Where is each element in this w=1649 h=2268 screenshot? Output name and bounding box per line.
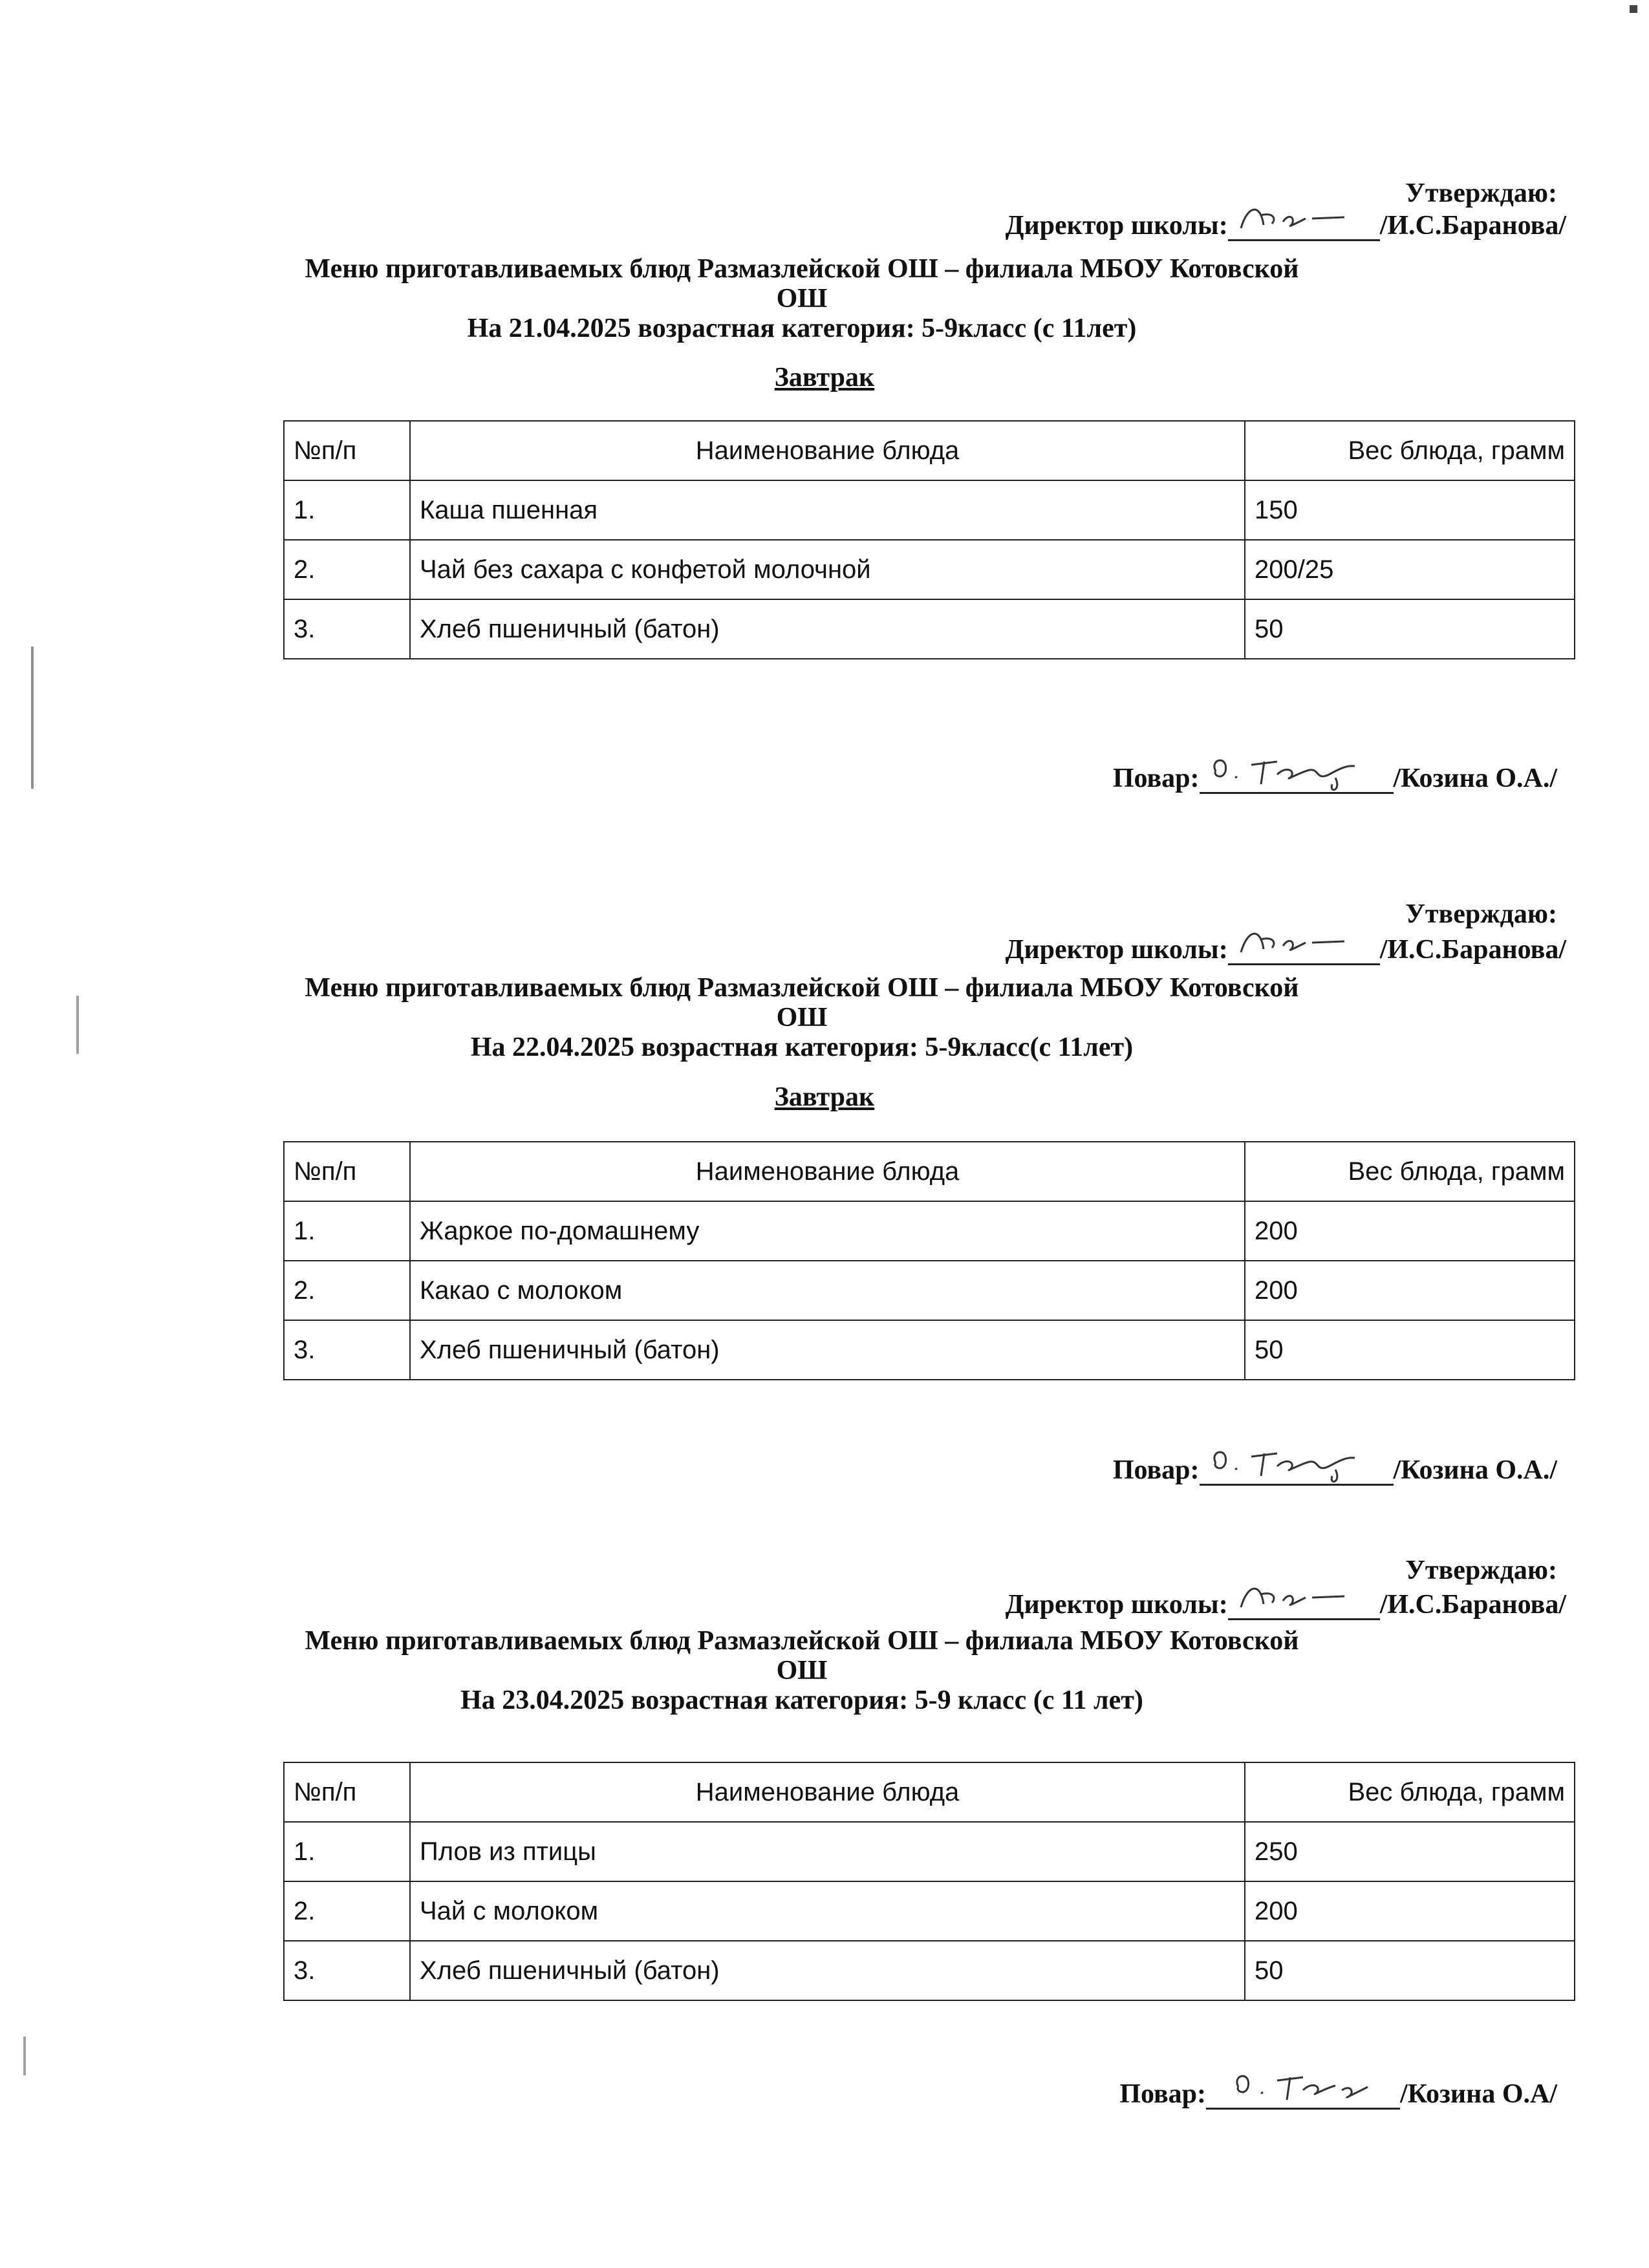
row-number: 2. <box>284 1261 410 1320</box>
menu-date-line: На 23.04.2025 возрастная категория: 5-9 класс (с 11 лет) <box>460 1685 1143 1715</box>
table-header-row <box>284 421 1575 480</box>
cook-line <box>1119 2079 1557 2110</box>
table-row <box>284 540 1575 599</box>
dish-weight: 250 <box>1245 1822 1575 1881</box>
column-header-dish: Наименование блюда <box>410 1142 1245 1201</box>
column-header-dish: Наименование блюда <box>410 1762 1245 1822</box>
table-header-row <box>284 1142 1575 1201</box>
column-header-dish: Наименование блюда <box>410 421 1245 480</box>
dish-weight: 150 <box>1245 480 1575 540</box>
cook-label: Повар: <box>1119 2079 1207 2109</box>
table-header-row <box>284 1762 1575 1822</box>
row-number: 3. <box>284 1941 410 2000</box>
dish-name: Каша пшенная <box>410 480 1245 540</box>
cook-label: Повар: <box>1112 1455 1200 1485</box>
scan-mark <box>31 647 34 789</box>
cook-line <box>1113 1455 1557 1486</box>
column-header-weight: Вес блюда, грамм <box>1245 421 1575 480</box>
row-number: 1. <box>284 1201 410 1261</box>
table-row <box>284 1941 1575 2000</box>
table-row <box>284 599 1575 659</box>
dish-name: Какао с молоком <box>410 1261 1245 1320</box>
dish-weight: 200 <box>1245 1261 1575 1320</box>
director-line <box>1006 934 1566 965</box>
menu-table <box>283 420 1575 659</box>
menu-title <box>285 973 1319 1062</box>
table-row <box>284 1261 1575 1320</box>
menu-title <box>285 254 1319 343</box>
table-row <box>284 1320 1575 1380</box>
dish-weight: 200 <box>1245 1881 1575 1941</box>
menu-table <box>283 1762 1575 2001</box>
row-number: 3. <box>284 599 410 659</box>
row-number: 1. <box>284 480 410 540</box>
approve-label: Утверждаю: <box>1405 899 1557 929</box>
menu-title-line-1: Меню приготавливаемых блюд Размазлейской ОШ – филиала МБОУ Котовской <box>305 1626 1299 1656</box>
director-line <box>1006 1589 1566 1620</box>
menu-title-line-1: Меню приготавливаемых блюд Размазлейской ОШ – филиала МБОУ Котовской <box>305 254 1299 284</box>
scan-mark <box>23 2037 26 2075</box>
menu-title-line-2: ОШ <box>776 284 828 314</box>
column-header-number: №п/п <box>284 1142 410 1201</box>
menu-table <box>283 1141 1575 1380</box>
meal-title: Завтрак <box>774 1082 875 1112</box>
row-number: 2. <box>284 540 410 599</box>
dish-name: Чай без сахара с конфетой молочной <box>410 540 1245 599</box>
table-row <box>284 1822 1575 1881</box>
scan-mark <box>1630 5 1637 13</box>
director-label: Директор школы: <box>1005 1590 1228 1620</box>
director-line <box>1006 210 1566 241</box>
director-name: /И.С.Баранова/ <box>1379 1590 1566 1620</box>
cook-label: Повар: <box>1112 764 1200 793</box>
row-number: 2. <box>284 1881 410 1941</box>
dish-weight: 200 <box>1245 1201 1575 1261</box>
meal-title: Завтрак <box>774 363 875 392</box>
director-label: Директор школы: <box>1005 935 1228 965</box>
director-name: /И.С.Баранова/ <box>1379 211 1566 241</box>
column-header-weight: Вес блюда, грамм <box>1245 1142 1575 1201</box>
dish-name: Плов из птицы <box>410 1822 1245 1881</box>
director-signature <box>1228 213 1380 241</box>
row-number: 3. <box>284 1320 410 1380</box>
dish-weight: 200/25 <box>1245 540 1575 599</box>
menu-date-line: На 21.04.2025 возрастная категория: 5-9класс (с 11лет) <box>467 314 1137 343</box>
cook-line <box>1113 763 1557 794</box>
cook-name: /Козина О.А/ <box>1400 2079 1557 2109</box>
column-header-number: №п/п <box>284 1762 410 1822</box>
director-signature <box>1228 937 1380 965</box>
menu-title-line-1: Меню приготавливаемых блюд Размазлейской ОШ – филиала МБОУ Котовской <box>305 973 1299 1003</box>
dish-weight: 50 <box>1245 1320 1575 1380</box>
approve-label: Утверждаю: <box>1405 1556 1557 1585</box>
column-header-weight: Вес блюда, грамм <box>1245 1762 1575 1822</box>
scan-mark <box>76 996 79 1054</box>
column-header-number: №п/п <box>284 421 410 480</box>
menu-date-line: На 22.04.2025 возрастная категория: 5-9класс(с 11лет) <box>470 1032 1134 1062</box>
row-number: 1. <box>284 1822 410 1881</box>
cook-name: /Козина О.А./ <box>1393 1455 1557 1485</box>
dish-name: Хлеб пшеничный (батон) <box>410 1320 1245 1380</box>
cook-signature <box>1200 766 1394 794</box>
menu-title-line-2: ОШ <box>776 1003 828 1032</box>
menu-title <box>285 1626 1319 1715</box>
dish-name: Чай с молоком <box>410 1881 1245 1941</box>
dish-name: Хлеб пшеничный (батон) <box>410 599 1245 659</box>
director-label: Директор школы: <box>1005 211 1228 241</box>
table-row <box>284 1881 1575 1941</box>
dish-name: Хлеб пшеничный (батон) <box>410 1941 1245 2000</box>
dish-weight: 50 <box>1245 1941 1575 2000</box>
menu-title-line-2: ОШ <box>776 1656 828 1685</box>
cook-name: /Козина О.А./ <box>1393 764 1557 793</box>
table-row <box>284 480 1575 540</box>
cook-signature <box>1200 1458 1394 1486</box>
dish-name: Жаркое по-домашнему <box>410 1201 1245 1261</box>
approve-label: Утверждаю: <box>1405 178 1557 208</box>
table-row <box>284 1201 1575 1261</box>
dish-weight: 50 <box>1245 599 1575 659</box>
cook-signature <box>1206 2082 1400 2110</box>
director-name: /И.С.Баранова/ <box>1379 935 1566 965</box>
director-signature <box>1228 1592 1380 1620</box>
